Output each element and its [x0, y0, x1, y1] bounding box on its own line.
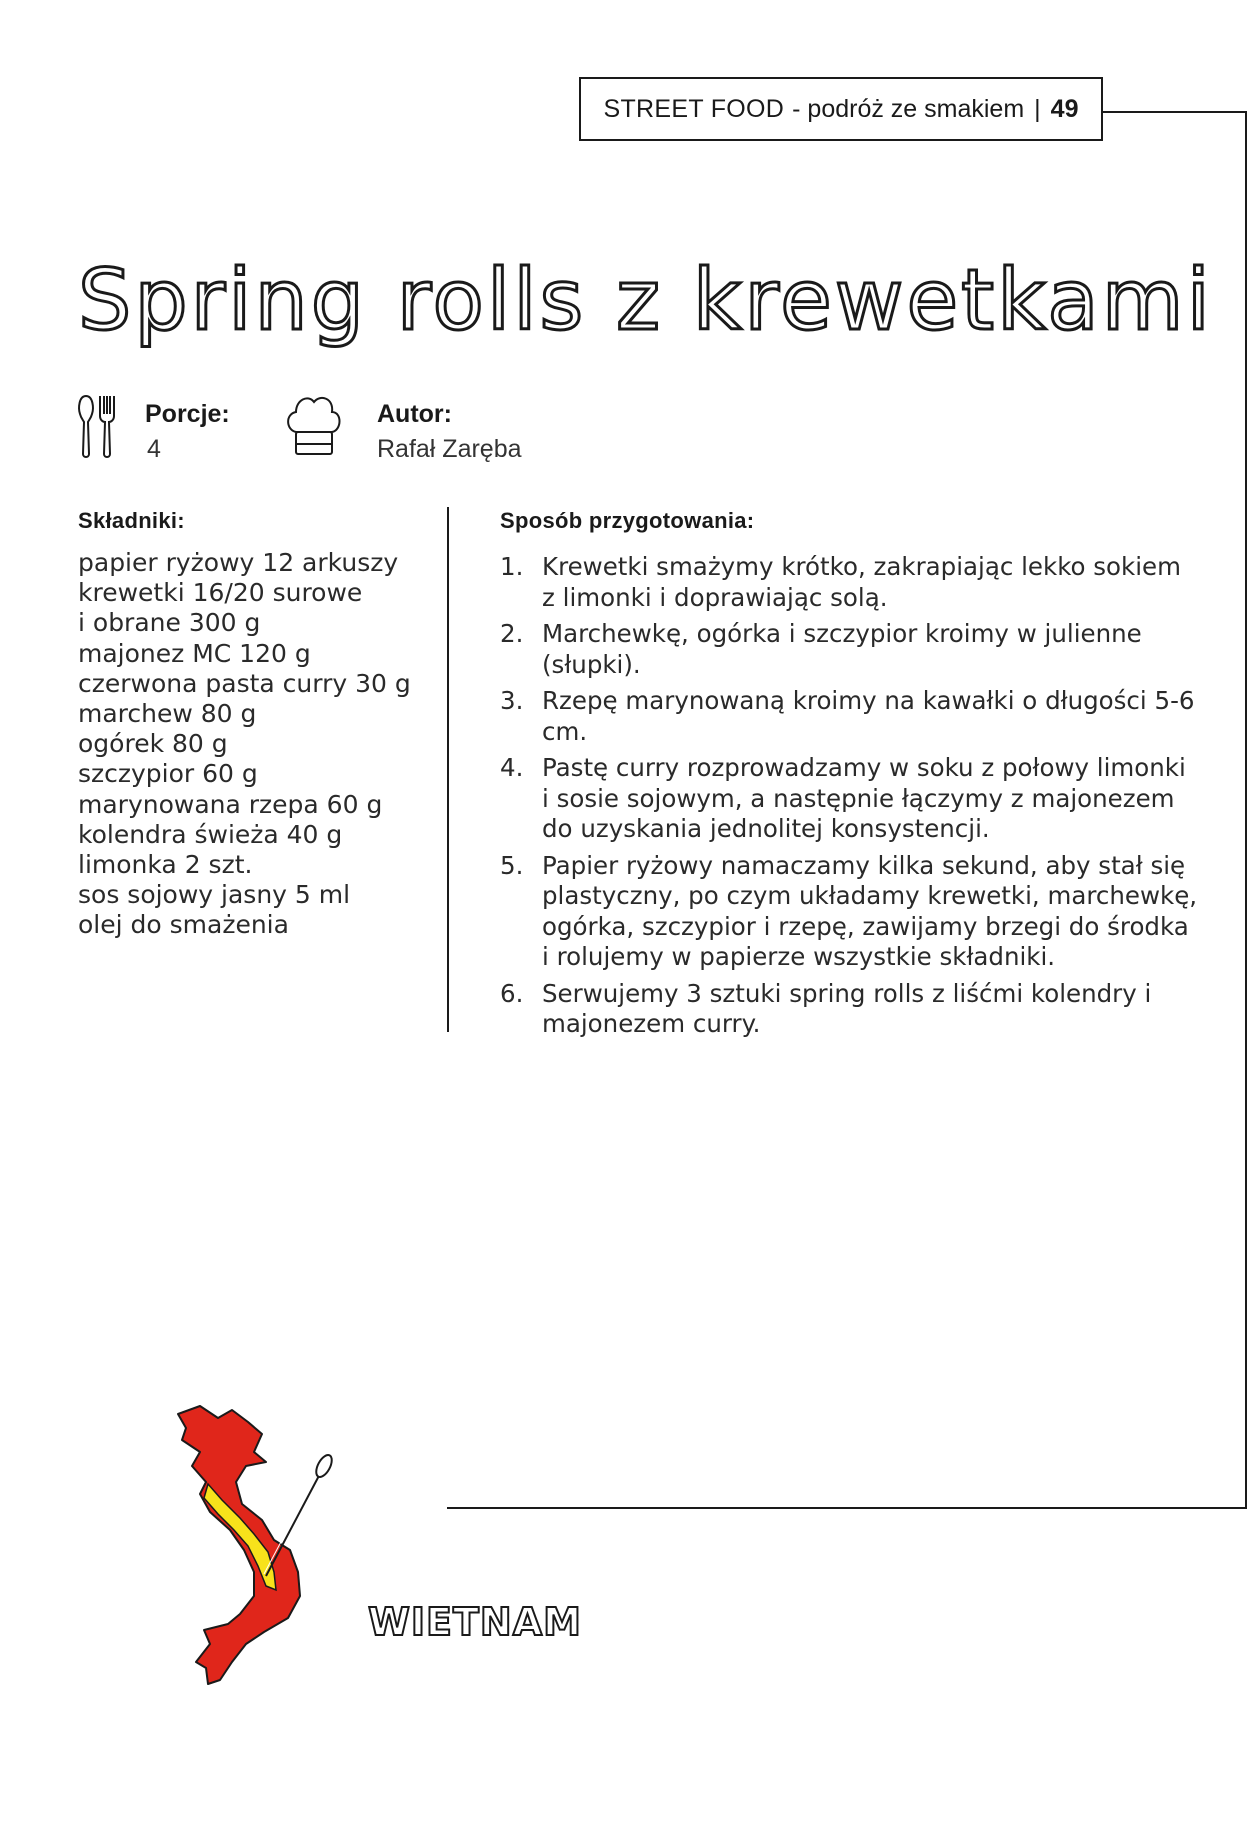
- frame-right-line: [1245, 111, 1247, 1509]
- country-name: WIETNAM: [368, 1600, 582, 1644]
- step-item: [500, 552, 1200, 613]
- list-item: marynowana rzepa 60 g: [78, 789, 383, 819]
- list-item: ogórek 80 g: [78, 729, 228, 759]
- step-text: Marchewkę, ogórka i szczypior kroimy w julienne (słupki).: [542, 619, 1142, 679]
- list-item: limonka 2 szt.: [78, 850, 253, 880]
- step-number: 4.: [500, 753, 524, 782]
- step-item: [500, 979, 1200, 1040]
- cutlery-icon: [76, 392, 116, 460]
- author-block: [377, 400, 522, 464]
- chef-hat-icon: [284, 390, 344, 460]
- header-subtitle: - podróż ze smakiem: [792, 94, 1025, 123]
- step-item: [500, 851, 1200, 973]
- method-heading: Sposób przygotowania:: [500, 508, 755, 533]
- list-item: papier ryżowy 12 arkuszy: [78, 548, 399, 577]
- step-number: 2.: [500, 619, 524, 648]
- step-number: 1.: [500, 552, 524, 581]
- page-number: 49: [1050, 94, 1079, 123]
- step-number: 5.: [500, 850, 524, 880]
- list-item: marchew 80 g: [78, 699, 257, 729]
- method-steps: [500, 552, 1200, 1046]
- step-number: 6.: [500, 978, 524, 1008]
- step-item: [500, 686, 1200, 747]
- author-label: Autor:: [377, 400, 452, 428]
- column-divider: [447, 507, 449, 1032]
- list-item: i obrane 300 g: [78, 608, 261, 638]
- servings-label: Porcje:: [145, 400, 230, 428]
- servings-value: 4: [147, 435, 161, 463]
- list-item: kolendra świeża 40 g: [78, 819, 343, 849]
- list-item: krewetki 16/20 surowe: [78, 578, 363, 608]
- ingredients-list: [78, 548, 411, 941]
- header-brand: STREET FOOD: [603, 94, 785, 123]
- recipe-title: Spring rolls z krewetkami: [78, 251, 1213, 349]
- list-item: szczypior 60 g: [78, 759, 258, 789]
- header-separator: |: [1034, 94, 1041, 123]
- list-item: olej do smażenia: [78, 910, 289, 940]
- vietnam-map-icon: [170, 1400, 340, 1690]
- step-text: Krewetki smażymy krótko, zakrapiając lekko sokiem z limonki i doprawiając solą.: [542, 552, 1181, 612]
- author-value: Rafał Zaręba: [377, 435, 522, 463]
- skewer-end: [313, 1453, 335, 1480]
- list-item: sos sojowy jasny 5 ml: [78, 880, 351, 910]
- step-number: 3.: [500, 686, 524, 715]
- ingredients-heading: Składniki:: [78, 508, 185, 533]
- running-header: [579, 77, 1103, 141]
- frame-top-line: [1103, 111, 1247, 113]
- step-text: Serwujemy 3 sztuki spring rolls z liśćmi kolendry i majonezem curry.: [542, 978, 1152, 1038]
- list-item: czerwona pasta curry 30 g: [78, 668, 411, 698]
- frame-bottom-line: [447, 1507, 1247, 1509]
- step-text: Pastę curry rozprowadzamy w soku z połowy limonki i sosie sojowym, a następnie łączymy z majonezem do uzyskania jednolitej konsystencji.: [542, 753, 1186, 843]
- step-text: Papier ryżowy namaczamy kilka sekund, aby stał się plastyczny, po czym układamy krewetki, marchewkę, ogórka, szczypior i rzepę, zawijamy brzegi do środka i rolujemy w papierze wszystkie składniki.: [542, 850, 1198, 971]
- servings-block: [145, 400, 230, 464]
- list-item: majonez MC 120 g: [78, 638, 311, 668]
- step-item: [500, 753, 1200, 845]
- step-text: Rzepę marynowaną kroimy na kawałki o długości 5-6 cm.: [542, 686, 1195, 746]
- step-item: [500, 619, 1200, 680]
